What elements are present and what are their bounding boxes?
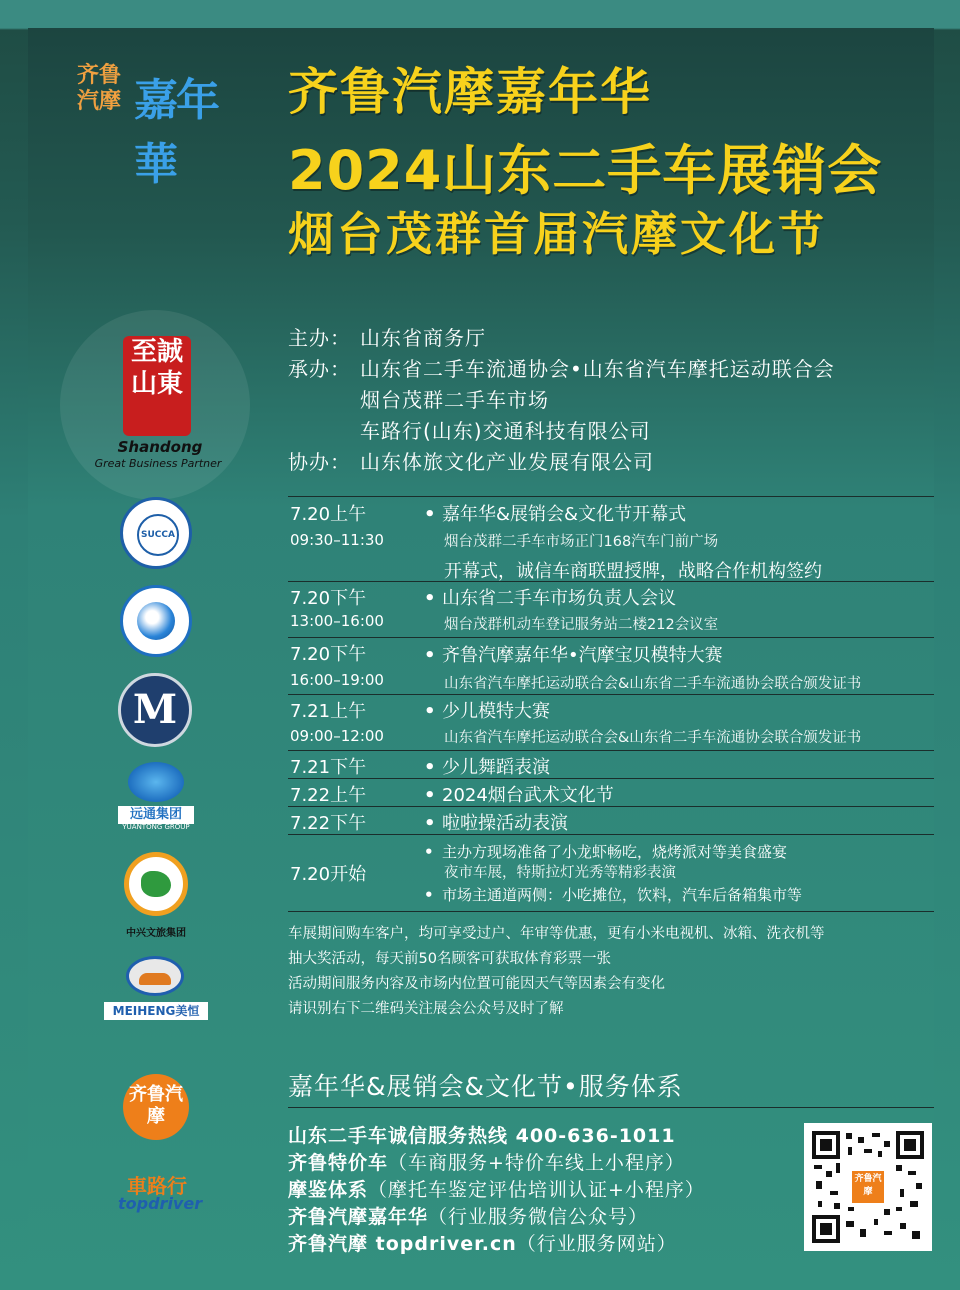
service-line-desc: （摩托车鉴定评估培训认证+小程序）	[368, 1179, 705, 1201]
schedule-detail: 夜市车展，特斯拉灯光秀等精彩表演	[444, 865, 676, 881]
assist-label: 协办：	[288, 450, 351, 474]
schedule-event: • 市场主通道两侧：小吃摊位，饮料，汽车后备箱集市等	[424, 884, 802, 905]
schedule-event: • 主办方现场准备了小龙虾畅吃，烧烤派对等美食盛宴	[424, 841, 787, 862]
schedule-event: • 齐鲁汽摩嘉年华•汽摩宝贝模特大赛	[424, 641, 723, 667]
service-line-name: 山东二手车诚信服务热线 400-636-1011	[288, 1125, 676, 1147]
yuantong-logo-icon	[128, 762, 184, 802]
m-mountain-glyph: M	[132, 686, 178, 733]
service-line-name: 齐鲁汽摩 topdriver.cn	[288, 1233, 517, 1255]
qilu-qimo-badge: 齐鲁汽摩	[123, 1074, 189, 1140]
shandong-logo-slogan: Great Business Partner	[94, 457, 222, 470]
succa-logo	[120, 497, 192, 569]
service-line-name: 摩鉴体系	[288, 1179, 369, 1201]
service-line	[288, 1148, 685, 1175]
host-label: 主办：	[288, 326, 351, 350]
schedule-event: • 少儿模特大赛	[424, 697, 550, 723]
schedule-event: • 山东省二手车市场负责人会议	[424, 584, 676, 610]
shandong-seal-text: 至誠山東	[130, 337, 183, 399]
schedule-detail: 开幕式，诚信车商联盟授牌，战略合作机构签约	[444, 561, 822, 582]
schedule-hours: 09:30–11:30	[290, 531, 384, 549]
host-row	[288, 322, 486, 351]
schedule-divider	[288, 694, 934, 695]
service-line-name: 齐鲁特价车	[288, 1152, 389, 1174]
schedule-divider	[288, 806, 934, 807]
title-line-3: 烟台茂群首届汽摩文化节	[288, 207, 827, 261]
schedule-time: 7.21上午	[290, 701, 367, 722]
service-divider	[288, 1107, 934, 1108]
service-line	[288, 1229, 677, 1256]
note-line: 活动期间服务内容及市场内位置可能因天气等因素会有变化	[288, 976, 665, 992]
yuantong-logo-en: YUANTONG GROUP	[122, 823, 190, 831]
zhongxing-logo-name: 中兴文旅集团	[126, 928, 186, 939]
schedule-divider	[288, 637, 934, 638]
undertake-row	[288, 353, 835, 382]
zhongxing-logo-icon	[124, 852, 188, 916]
schedule-time: 7.21下午	[290, 757, 367, 778]
schedule-event: • 啦啦操活动表演	[424, 809, 568, 835]
note-line: 请识别右下二维码关注展会公众号及时了解	[288, 1001, 564, 1017]
carnival-logo-cn: 齐鲁汽摩	[76, 62, 121, 114]
meiheng-car-icon	[139, 973, 171, 985]
wechat-qr-code[interactable]	[804, 1123, 932, 1251]
schedule-time: 7.20上午	[290, 504, 367, 525]
schedule-divider	[288, 496, 934, 497]
m-mountain-logo	[118, 673, 192, 747]
shandong-seal-logo	[123, 336, 191, 436]
moto-association-logo	[120, 585, 192, 657]
schedule-time: 7.22上午	[290, 785, 367, 806]
schedule-time: 7.20开始	[290, 864, 367, 885]
schedule-time: 7.20下午	[290, 644, 367, 665]
service-line	[288, 1202, 648, 1229]
yuantong-logo-name: 远通集团	[118, 806, 194, 824]
host-value: 山东省商务厅	[360, 326, 486, 350]
zhongxing-leaf-icon	[141, 871, 171, 897]
schedule-venue: 烟台茂群机动车登记服务站二楼212会议室	[444, 617, 719, 633]
title-line-2: 2024山东二手车展销会	[288, 139, 883, 202]
assist-row	[288, 446, 654, 475]
schedule-time: 7.20下午	[290, 588, 367, 609]
title-line-1: 齐鲁汽摩嘉年华	[288, 62, 652, 121]
undertake-value-3: 车路行(山东)交通科技有限公司	[360, 419, 651, 443]
schedule-venue: 烟台茂群二手车市场正门168汽车门前广场	[444, 534, 719, 550]
schedule-event: • 少儿舞蹈表演	[424, 753, 550, 779]
schedule-hours: 09:00–12:00	[290, 727, 384, 745]
shandong-logo-text: Shandong	[117, 438, 203, 456]
carnival-logo	[68, 62, 248, 190]
schedule-divider	[288, 581, 934, 582]
schedule-venue: 山东省汽车摩托运动联合会&山东省二手车流通协会联合颁发证书	[444, 730, 862, 746]
moto-association-emblem	[137, 602, 175, 640]
qr-center-badge: 齐鲁汽摩	[854, 1174, 882, 1197]
note-line: 车展期间购车客户，均可享受过户、年审等优惠，更有小米电视机、冰箱、洗衣机等	[288, 926, 825, 942]
schedule-hours: 16:00–19:00	[290, 671, 384, 689]
undertake-label: 承办：	[288, 357, 351, 381]
topdriver-logo-cn: 車路行	[127, 1174, 187, 1198]
schedule-event: • 嘉年华&展销会&文化节开幕式	[424, 500, 686, 526]
service-line-desc: （行业服务网站）	[516, 1233, 677, 1255]
carnival-logo-big: 嘉年華	[134, 75, 218, 190]
topdriver-logo-en: topdriver	[118, 1194, 203, 1213]
meiheng-logo-name: MEIHENG美恒	[104, 1002, 208, 1020]
schedule-divider	[288, 834, 934, 835]
service-title: 嘉年华&展销会&文化节•服务体系	[288, 1072, 683, 1101]
undertake-value-2: 烟台茂群二手车市场	[360, 388, 549, 412]
schedule-hours: 13:00–16:00	[290, 612, 384, 630]
schedule-divider	[288, 911, 934, 912]
succa-logo-text: SUCCA	[137, 514, 179, 556]
service-line-desc: （行业服务微信公众号）	[428, 1206, 649, 1228]
note-line: 抽大奖活动，每天前50名顾客可获取体育彩票一张	[288, 951, 611, 967]
schedule-divider	[288, 750, 934, 751]
service-line-name: 齐鲁汽摩嘉年华	[288, 1206, 429, 1228]
service-line-desc: （车商服务+特价车线上小程序）	[388, 1152, 685, 1174]
assist-value: 山东体旅文化产业发展有限公司	[360, 450, 654, 474]
schedule-event: • 2024烟台武术文化节	[424, 781, 614, 807]
schedule-venue: 山东省汽车摩托运动联合会&山东省二手车流通协会联合颁发证书	[444, 676, 862, 692]
undertake-value-1: 山东省二手车流通协会•山东省汽车摩托运动联合会	[360, 357, 835, 381]
schedule-time: 7.22下午	[290, 813, 367, 834]
service-line	[288, 1175, 705, 1202]
service-line	[288, 1121, 676, 1148]
schedule-divider	[288, 778, 934, 779]
meiheng-logo-icon	[126, 956, 184, 996]
